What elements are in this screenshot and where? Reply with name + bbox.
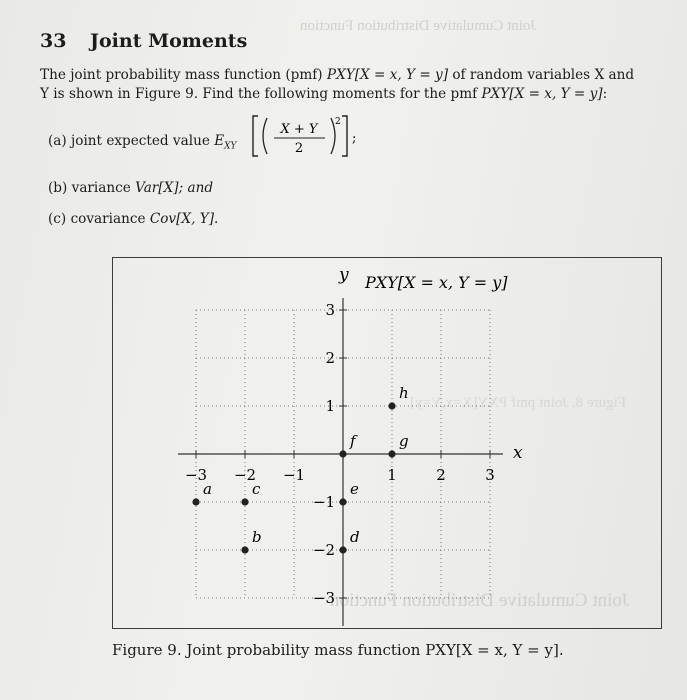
formula-denominator: 2 — [294, 141, 304, 156]
item-a-label: (a) — [48, 133, 67, 149]
pmf-point-g — [388, 450, 395, 457]
x-axis-label: x — [513, 443, 523, 463]
item-a — [48, 133, 237, 152]
figure-9-frame — [112, 257, 662, 629]
pmf-point-a — [192, 498, 199, 505]
formula-trailing: ; — [352, 131, 357, 146]
y-tick-label: −3 — [312, 589, 335, 607]
item-c-label: (c) — [48, 211, 67, 227]
pmf-point-b — [241, 546, 248, 553]
x-tick-label: 3 — [485, 466, 495, 484]
x-tick-label: −2 — [233, 466, 257, 484]
item-c — [48, 211, 218, 227]
formula-exponent: 2 — [335, 117, 341, 127]
intro-line1-post: of random variables X and — [448, 67, 635, 83]
item-c-expression: Cov[X, Y]. — [149, 211, 219, 227]
pmf-point-label-d: d — [350, 528, 360, 546]
formula-expression — [250, 112, 360, 160]
x-tick-label: −1 — [282, 466, 306, 484]
pmf-point-d — [339, 546, 346, 553]
show-through-text: Joint Cumulative Distribution Function — [300, 18, 537, 34]
item-c-text: covariance — [70, 211, 146, 227]
show-through-text: Figure 8. Joint pmf PXY[X=x,Y=y] — [410, 395, 627, 411]
y-axis-label: y — [339, 265, 349, 285]
figure-caption — [112, 641, 564, 659]
intro-line2-post: : — [602, 86, 608, 102]
pmf-point-label-f: f — [350, 432, 356, 450]
pmf-point-label-a: a — [203, 480, 212, 498]
problem-statement — [40, 66, 680, 104]
caption-prefix: Figure 9. — [112, 641, 182, 659]
pmf-notation-2: PXY[X = x, Y = y] — [481, 86, 603, 102]
formula-numerator: X + Y — [280, 122, 318, 137]
section-number: 33 — [40, 30, 67, 52]
show-through-text: Joint Cumulative Distribution Function — [330, 590, 630, 611]
item-a-text: joint expected value — [71, 133, 210, 149]
pmf-notation: PXY[X = x, Y = y] — [326, 67, 449, 83]
pmf-label: PXY[X = x, Y = y] — [365, 273, 508, 292]
pmf-point-label-c: c — [252, 480, 261, 498]
pmf-point-f — [339, 450, 346, 457]
y-tick-label: 3 — [325, 301, 335, 319]
x-tick-label: 2 — [436, 466, 446, 484]
item-b — [48, 180, 213, 196]
intro-line1-pre: The joint probability mass function (pmf) — [40, 67, 327, 83]
caption-text: Joint probability mass function PXY[X = x, Y = y]. — [186, 641, 564, 659]
pmf-point-c — [241, 498, 248, 505]
pmf-point-label-e: e — [350, 480, 359, 498]
pmf-plot — [113, 258, 661, 628]
y-tick-label: 2 — [325, 349, 335, 367]
pmf-point-h — [388, 402, 395, 409]
pmf-point-label-h: h — [399, 384, 409, 402]
x-tick-label: 1 — [387, 466, 397, 484]
section-title: Joint Moments — [90, 30, 248, 52]
item-a-operator: $E_{XY}$ — [214, 133, 237, 152]
pmf-point-label-g: g — [399, 432, 409, 450]
y-tick-label: −1 — [312, 493, 335, 511]
y-tick-label: −2 — [312, 541, 335, 559]
pmf-point-label-b: b — [252, 528, 262, 546]
y-tick-label: 1 — [325, 397, 335, 415]
intro-line2-pre: Y is shown in Figure 9. Find the following moments for the pmf — [40, 86, 482, 102]
item-b-text: variance — [71, 180, 131, 196]
item-b-expression: Var[X]; and — [135, 180, 214, 196]
x-tick-label: −3 — [184, 466, 208, 484]
pmf-point-e — [339, 498, 346, 505]
item-b-label: (b) — [48, 180, 68, 196]
